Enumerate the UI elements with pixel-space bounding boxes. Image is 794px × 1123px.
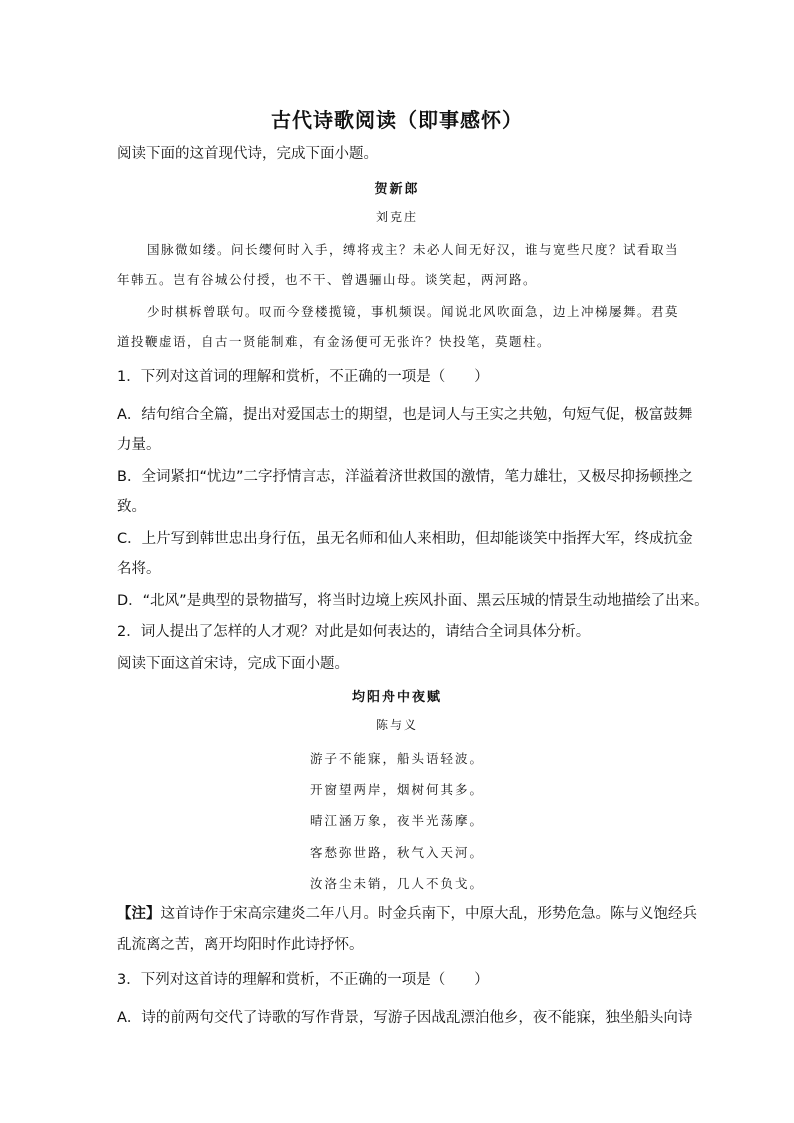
note-line xyxy=(117,904,697,924)
poem-line: 道投鞭虚语，自古一贤能制难，有金汤便可无张许？快投笔，莫题柱。 xyxy=(117,334,552,349)
option-c: C．上片写到韩世忠出身行伍，虽无名师和仙人来相助，但却能谈笑中指挥大军，终成抗金 xyxy=(117,531,693,547)
question-stem: 3．下列对这首诗的理解和赏析，不正确的一项是（ ） xyxy=(117,972,489,988)
page-title: 古代诗歌阅读（即事感怀） xyxy=(271,108,523,132)
note-line: 乱流离之苦，离开均阳时作此诗抒怀。 xyxy=(117,937,364,953)
intro-text: 阅读下面的这首现代诗，完成下面小题。 xyxy=(117,146,378,162)
intro-text: 阅读下面这首宋诗，完成下面小题。 xyxy=(117,656,349,672)
option-c: 名将。 xyxy=(117,561,161,577)
option-a: A．结句绾合全篇，提出对爱国志士的期望，也是词人与王实之共勉，句短气促，极富鼓舞 xyxy=(117,407,693,423)
poem-line: 游子不能寐，船头语轻波。 xyxy=(309,751,484,766)
option-a: A．诗的前两句交代了诗歌的写作背景，写游子因战乱漂泊他乡，夜不能寐，独坐船头向诗 xyxy=(117,1010,693,1026)
question-stem: 2．词人提出了怎样的人才观？对此是如何表达的，请结合全词具体分析。 xyxy=(117,624,591,640)
poem-title: 均阳舟中夜赋 xyxy=(351,690,442,705)
note-text: 这首诗作于宋高宗建炎二年八月。时金兵南下，中原大乱，形势危急。陈与义饱经兵 xyxy=(160,906,697,922)
option-b: B．全词紧扣“忧边”二字抒情言志，洋溢着济世救国的激情，笔力雄壮，又极尽抑扬顿挫之 xyxy=(117,469,693,485)
poem-author: 陈与义 xyxy=(375,718,418,732)
poem-line: 国脉微如缕。问长缨何时入手，缚将戎主？未必人间无好汉，谁与宽些尺度？试看取当 xyxy=(147,242,680,257)
option-b: 致。 xyxy=(117,499,146,515)
poem-line: 客愁弥世路，秋气入天河。 xyxy=(309,845,484,860)
note-mark: 【注】 xyxy=(117,906,161,922)
poem-title: 贺新郎 xyxy=(374,182,420,197)
option-d: D．“北风”是典型的景物描写，将当时边境上疾风扑面、黑云压城的情景生动地描绘了出来。 xyxy=(117,593,709,609)
poem-line: 汝洛尘未销，几人不负戈。 xyxy=(309,876,484,891)
poem-line: 开窗望两岸，烟树何其多。 xyxy=(309,782,484,797)
poem-line: 晴江涵万象，夜半光荡摩。 xyxy=(309,813,484,828)
poem-line: 少时棋柝曾联句。叹而今登楼揽镜，事机频误。闻说北风吹面急，边上冲梯屡舞。君莫 xyxy=(147,304,680,319)
poem-line: 年韩五。岂有谷城公付授，也不干、曾遇骊山母。谈笑起，两河路。 xyxy=(117,272,538,287)
question-stem: 1．下列对这首词的理解和赏析，不正确的一项是（ ） xyxy=(117,369,489,385)
option-a: 力量。 xyxy=(117,437,161,453)
poem-author: 刘克庄 xyxy=(375,210,418,224)
